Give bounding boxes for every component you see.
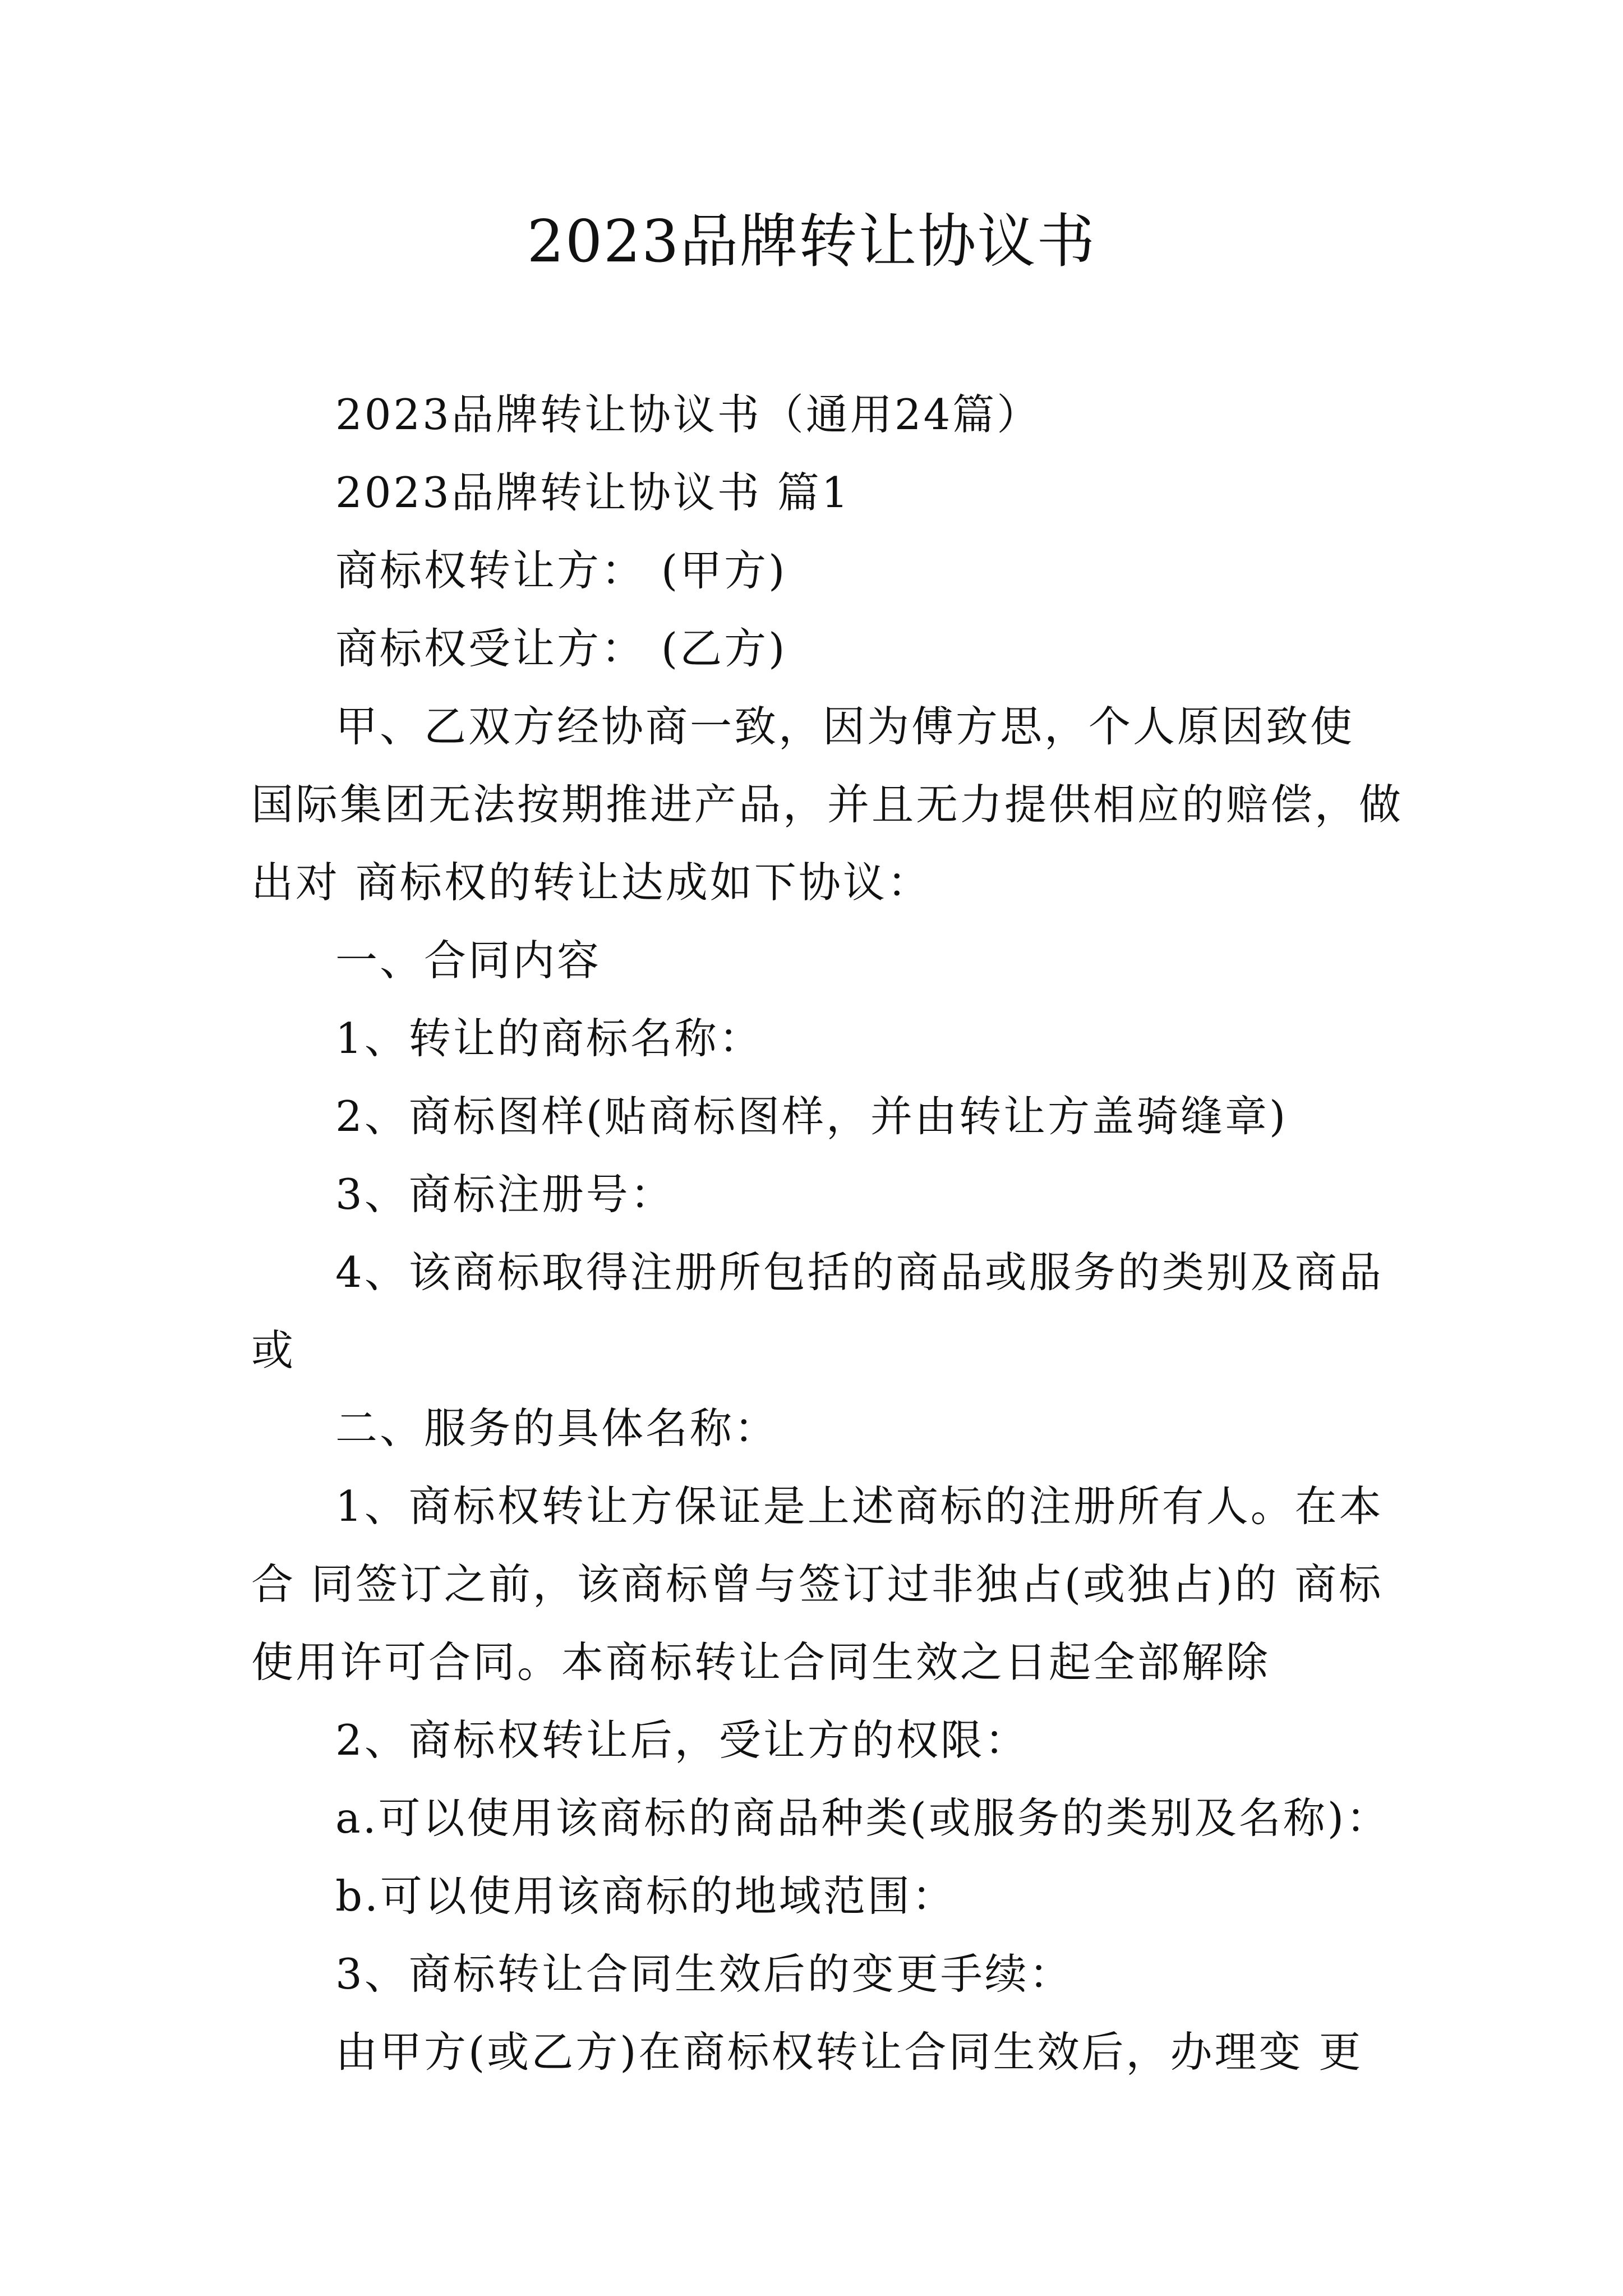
paragraph-line: 2023品牌转让协议书（通用24篇）: [335, 390, 1041, 439]
document-body: [251, 376, 1404, 2091]
paragraph-line: 3、商标转让合同生效后的变更手续：: [335, 1949, 1073, 1999]
paragraph-line: 国际集团无法按期推进产品，并且无力提供相应的赔偿，做: [251, 780, 1404, 829]
paragraph-line: b.可以使用该商标的地域范围：: [335, 1871, 956, 1921]
paragraph-line: 1、转让的商标名称：: [335, 1014, 763, 1063]
paragraph-line: 甲、乙双方经协商一致，因为傅方思，个人原因致使: [335, 702, 1355, 751]
paragraph-line: 或: [251, 1326, 296, 1375]
paragraph-line: 商标权受让方： (乙方): [335, 624, 787, 673]
section-heading: 一、合同内容: [335, 936, 602, 985]
section-heading: 二、服务的具体名称：: [335, 1404, 779, 1453]
paragraph-line: a.可以使用该商标的商品种类(或服务的类别及名称)：: [335, 1793, 1391, 1843]
paragraph-line: 使用许可合同。本商标转让合同生效之日起全部解除: [251, 1637, 1271, 1687]
paragraph-line: 2、商标图样(贴商标图样，并由转让方盖骑缝章): [335, 1092, 1288, 1141]
paragraph-line: 2023品牌转让协议书 篇1: [335, 468, 851, 517]
paragraph-line: 3、商标注册号：: [335, 1170, 675, 1219]
paragraph-line: 出对 商标权的转让达成如下协议：: [251, 858, 932, 907]
paragraph-line: 4、该商标取得注册所包括的商品或服务的类别及商品: [335, 1248, 1384, 1297]
document-title: 2023品牌转让协议书: [527, 207, 1096, 275]
paragraph-line: 商标权转让方： (甲方): [335, 546, 787, 595]
paragraph-line: 2、商标权转让后，受让方的权限：: [335, 1715, 1029, 1765]
paragraph-line: 1、商标权转让方保证是上述商标的注册所有人。在本: [335, 1481, 1384, 1531]
paragraph-line: 合 同签订之前，该商标曾与签订过非独占(或独占)的 商标: [251, 1559, 1384, 1609]
paragraph-line: 由甲方(或乙方)在商标权转让合同生效后，办理变 更: [335, 2027, 1363, 2077]
